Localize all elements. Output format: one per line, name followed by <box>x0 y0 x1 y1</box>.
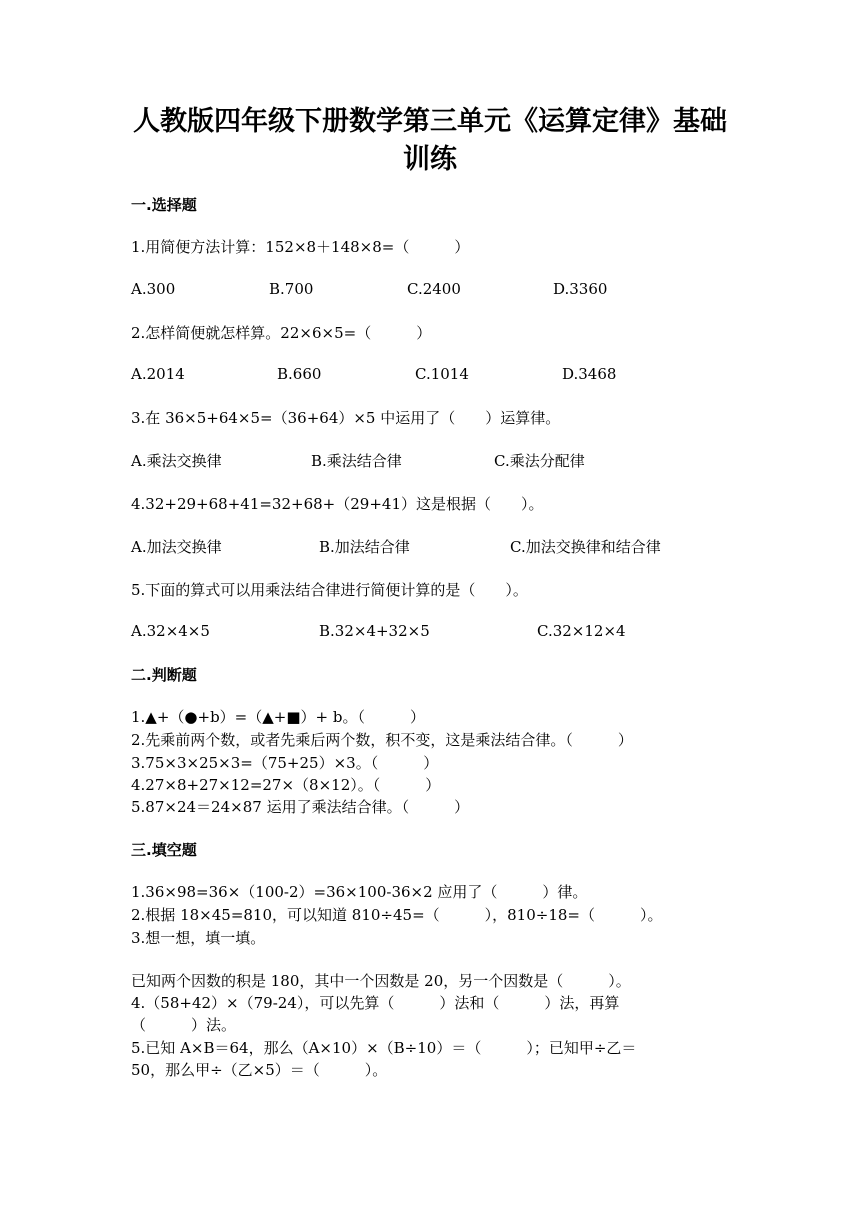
question-2: 2.怎样简便就怎样算。22×6×5=（ ） <box>131 324 432 342</box>
title-line-2: 训练 <box>403 144 457 175</box>
q1-option-d: D.3360 <box>553 280 608 298</box>
fill-item-3-question: 已知两个因数的积是 180，其中一个因数是 20，另一个因数是（ ）。 <box>131 972 631 990</box>
q2-option-c: C.1014 <box>415 365 469 383</box>
question-4: 4.32+29+68+41=32+68+（29+41）这是根据（ ）。 <box>131 495 544 513</box>
question-1: 1.用简便方法计算：152×8＋148×8=（ ） <box>131 238 470 256</box>
q1-option-c: C.2400 <box>407 280 461 298</box>
fill-item-3: 3.想一想，填一填。 <box>131 929 266 947</box>
judge-item-2: 2.先乘前两个数，或者先乘后两个数，积不变，这是乘法结合律。（ ） <box>131 731 633 749</box>
judge-item-5: 5.87×24＝24×87 运用了乘法结合律。（ ） <box>131 798 470 816</box>
q5-option-b: B.32×4+32×5 <box>319 622 430 640</box>
fill-item-1: 1.36×98=36×（100-2）=36×100-36×2 应用了（ ）律。 <box>131 883 588 901</box>
q5-option-c: C.32×12×4 <box>537 622 626 640</box>
section-heading-choice: 一.选择题 <box>131 196 197 214</box>
question-3: 3.在 36×5+64×5=（36+64）×5 中运用了（ ）运算律。 <box>131 409 561 427</box>
q4-option-c: C.加法交换律和结合律 <box>510 538 661 556</box>
q3-option-b: B.乘法结合律 <box>311 452 402 470</box>
judge-item-4: 4.27×8+27×12=27×（8×12）。（ ） <box>131 776 441 794</box>
judge-item-1: 1.▲+（●+b）=（▲+■）+ b。（ ） <box>131 708 425 726</box>
q4-option-b: B.加法结合律 <box>319 538 410 556</box>
q5-option-a: A.32×4×5 <box>131 622 210 640</box>
section-heading-fill: 三.填空题 <box>131 841 197 859</box>
question-5: 5.下面的算式可以用乘法结合律进行简便计算的是（ ）。 <box>131 581 528 599</box>
title-line-1: 人教版四年级下册数学第三单元《运算定律》基础 <box>133 106 727 137</box>
q2-option-a: A.2014 <box>131 365 185 383</box>
fill-item-2: 2.根据 18×45=810，可以知道 810÷45=（ ），810÷18=（ ）。 <box>131 906 663 924</box>
fill-item-4-line-1: 4.（58+42）×（79-24），可以先算（ ）法和（ ）法，再算 <box>131 994 620 1012</box>
page-title <box>130 103 730 179</box>
q2-option-b: B.660 <box>277 365 322 383</box>
fill-item-5-line-1: 5.已知 A×B＝64，那么（A×10）×（B÷10）＝（ ）；已知甲÷乙＝ <box>131 1039 637 1057</box>
q4-option-a: A.加法交换律 <box>131 538 222 556</box>
fill-item-4-line-2: （ ）法。 <box>131 1016 237 1034</box>
q1-option-b: B.700 <box>269 280 314 298</box>
q1-option-a: A.300 <box>131 280 176 298</box>
judge-item-3: 3.75×3×25×3=（75+25）×3。（ ） <box>131 754 439 772</box>
q3-option-a: A.乘法交换律 <box>131 452 222 470</box>
q3-option-c: C.乘法分配律 <box>494 452 585 470</box>
section-heading-judge: 二.判断题 <box>131 666 197 684</box>
q2-option-d: D.3468 <box>562 365 617 383</box>
fill-item-5-line-2: 50，那么甲÷（乙×5）＝（ ）。 <box>131 1061 388 1079</box>
